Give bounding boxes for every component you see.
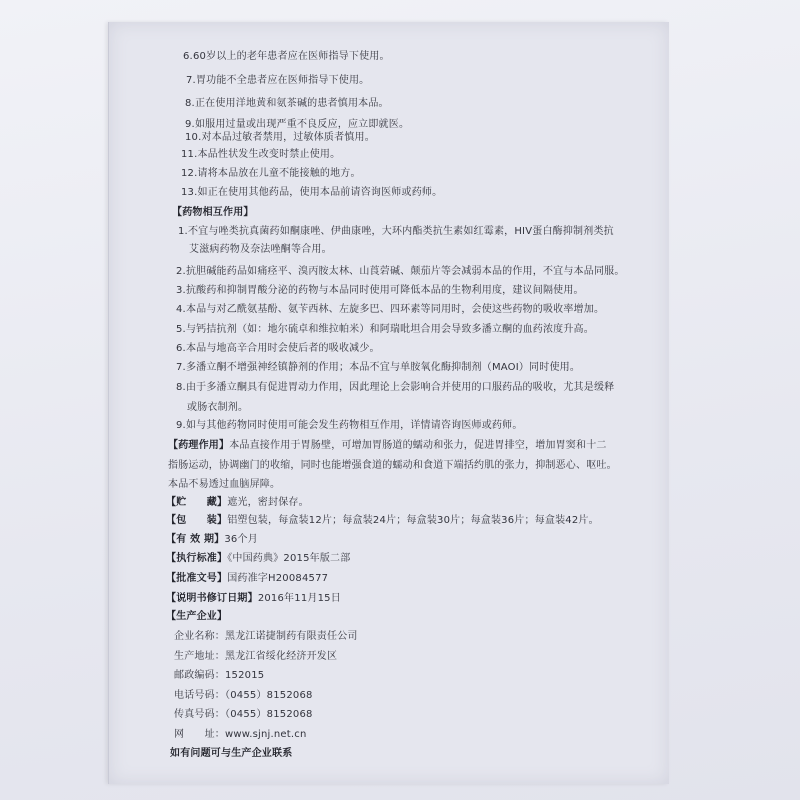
- interaction-line: 1.不宜与唑类抗真菌药如酮康唑、伊曲康唑，大环内酯类抗生素如红霉素，HIV蛋白酶抑制剂类抗: [178, 226, 614, 237]
- manufacturer-postcode-label: 邮政编码：: [174, 670, 225, 681]
- precaution-8: 8.正在使用洋地黄和氨茶碱的患者慎用本品。: [185, 98, 389, 109]
- manufacturer-name-value: 黑龙江诺捷制药有限责任公司: [225, 631, 358, 642]
- packaging-row: [166, 511, 599, 526]
- storage-label: 【贮 藏】: [166, 497, 228, 508]
- manufacturer-name-row: [174, 627, 358, 642]
- interaction-line: 3.抗酸药和抑制胃酸分泌的药物与本品同时使用可降低本品的生物利用度，建议间隔使用。: [176, 285, 584, 296]
- storage-value: 遮光，密封保存。: [227, 497, 309, 508]
- interaction-line: 6.本品与地高辛合用时会使后者的吸收减少。: [176, 343, 380, 354]
- pharmacology-heading: 【药理作用】: [168, 440, 230, 451]
- footer-note: 如有问题可与生产企业联系: [170, 748, 293, 759]
- revision-row: [166, 589, 341, 604]
- manufacturer-name-label: 企业名称：: [174, 631, 225, 642]
- interactions-heading: 【药物相互作用】: [172, 207, 254, 218]
- interaction-line: 艾滋病药物及奈法唑酮等合用。: [189, 244, 332, 255]
- precaution-11: 11.本品性状发生改变时禁止使用。: [181, 149, 341, 160]
- manufacturer-fax-value: （0455）8152068: [225, 709, 313, 720]
- revision-value: 2016年11月15日: [257, 593, 341, 604]
- interaction-line: 2.抗胆碱能药品如痛痉平、溴丙胺太林、山莨菪碱、颠茄片等会减弱本品的作用，不宜与本品同服。: [176, 266, 625, 277]
- precaution-12: 12.请将本品放在儿童不能接触的地方。: [181, 168, 361, 179]
- manufacturer-fax-row: [174, 705, 313, 720]
- manufacturer-address-label: 生产地址：: [174, 651, 225, 662]
- pharmacology-line-3: 本品不易透过血脑屏障。: [168, 479, 281, 490]
- manufacturer-address-row: [174, 647, 337, 662]
- manufacturer-postcode-value: 152015: [225, 670, 265, 681]
- precaution-7: 7.胃功能不全患者应在医师指导下使用。: [186, 75, 370, 86]
- manufacturer-website-row: [174, 725, 307, 740]
- manufacturer-website-value: www.sjnj.net.cn: [225, 729, 307, 740]
- approval-value: 国药准字H20084577: [227, 573, 329, 584]
- precaution-13: 13.如正在使用其他药品，使用本品前请咨询医师或药师。: [181, 187, 443, 198]
- approval-row: [166, 569, 328, 584]
- validity-value: 36个月: [224, 534, 258, 545]
- precaution-6: 6.60岁以上的老年患者应在医师指导下使用。: [183, 51, 390, 62]
- precaution-10: 10.对本品过敏者禁用，过敏体质者慎用。: [185, 132, 375, 143]
- validity-label: 【有 效 期】: [166, 534, 225, 545]
- packaging-label: 【包 装】: [166, 515, 228, 526]
- manufacturer-website-label: 网 址：: [174, 729, 225, 740]
- interaction-line: 5.与钙拮抗剂（如：地尔硫卓和维拉帕米）和阿瑞吡坦合用会导致多潘立酮的血药浓度升高。: [176, 324, 594, 335]
- interaction-line: 4.本品与对乙酰氨基酚、氨苄西林、左旋多巴、四环素等同用时，会使这些药物的吸收率增加。: [176, 304, 605, 315]
- manufacturer-address-value: 黑龙江省绥化经济开发区: [225, 651, 338, 662]
- interaction-line: 或肠衣制剂。: [187, 402, 249, 413]
- revision-label: 【说明书修订日期】: [166, 593, 258, 604]
- manufacturer-heading: 【生产企业】: [166, 611, 228, 622]
- standard-label: 【执行标准】: [166, 553, 228, 564]
- standard-value: 《中国药典》2015年版二部: [227, 553, 351, 564]
- manufacturer-phone-row: [174, 686, 313, 701]
- approval-label: 【批准文号】: [166, 573, 228, 584]
- manufacturer-phone-label: 电话号码：: [174, 690, 225, 701]
- pharmacology-text: 本品直接作用于胃肠壁，可增加胃肠道的蠕动和张力，促进胃排空，增加胃窦和十二: [229, 440, 607, 451]
- manufacturer-phone-value: （0455）8152068: [225, 690, 313, 701]
- precaution-9: 9.如服用过量或出现严重不良反应，应立即就医。: [185, 119, 410, 130]
- interaction-line: 7.多潘立酮不增强神经镇静剂的作用；本品不宜与单胺氧化酶抑制剂（MAOI）同时使用。: [176, 362, 581, 373]
- storage-row: [166, 493, 309, 508]
- standard-row: [166, 549, 350, 564]
- packaging-value: 铝塑包装，每盒装12片；每盒装24片；每盒装30片；每盒装36片；每盒装42片。: [227, 515, 599, 526]
- pharmacology-line-2: 指肠运动，协调幽门的收缩，同时也能增强食道的蠕动和食道下端括约肌的张力，抑制恶心、呕吐。: [168, 460, 617, 471]
- interaction-line: 8.由于多潘立酮具有促进胃动力作用，因此理论上会影响合并使用的口服药品的吸收，尤其是缓释: [176, 382, 615, 393]
- interaction-line: 9.如与其他药物同时使用可能会发生药物相互作用，详情请咨询医师或药师。: [176, 420, 523, 431]
- validity-row: [166, 530, 258, 545]
- manufacturer-fax-label: 传真号码：: [174, 709, 225, 720]
- pharmacology-line-1: [168, 436, 607, 451]
- manufacturer-postcode-row: [174, 666, 264, 681]
